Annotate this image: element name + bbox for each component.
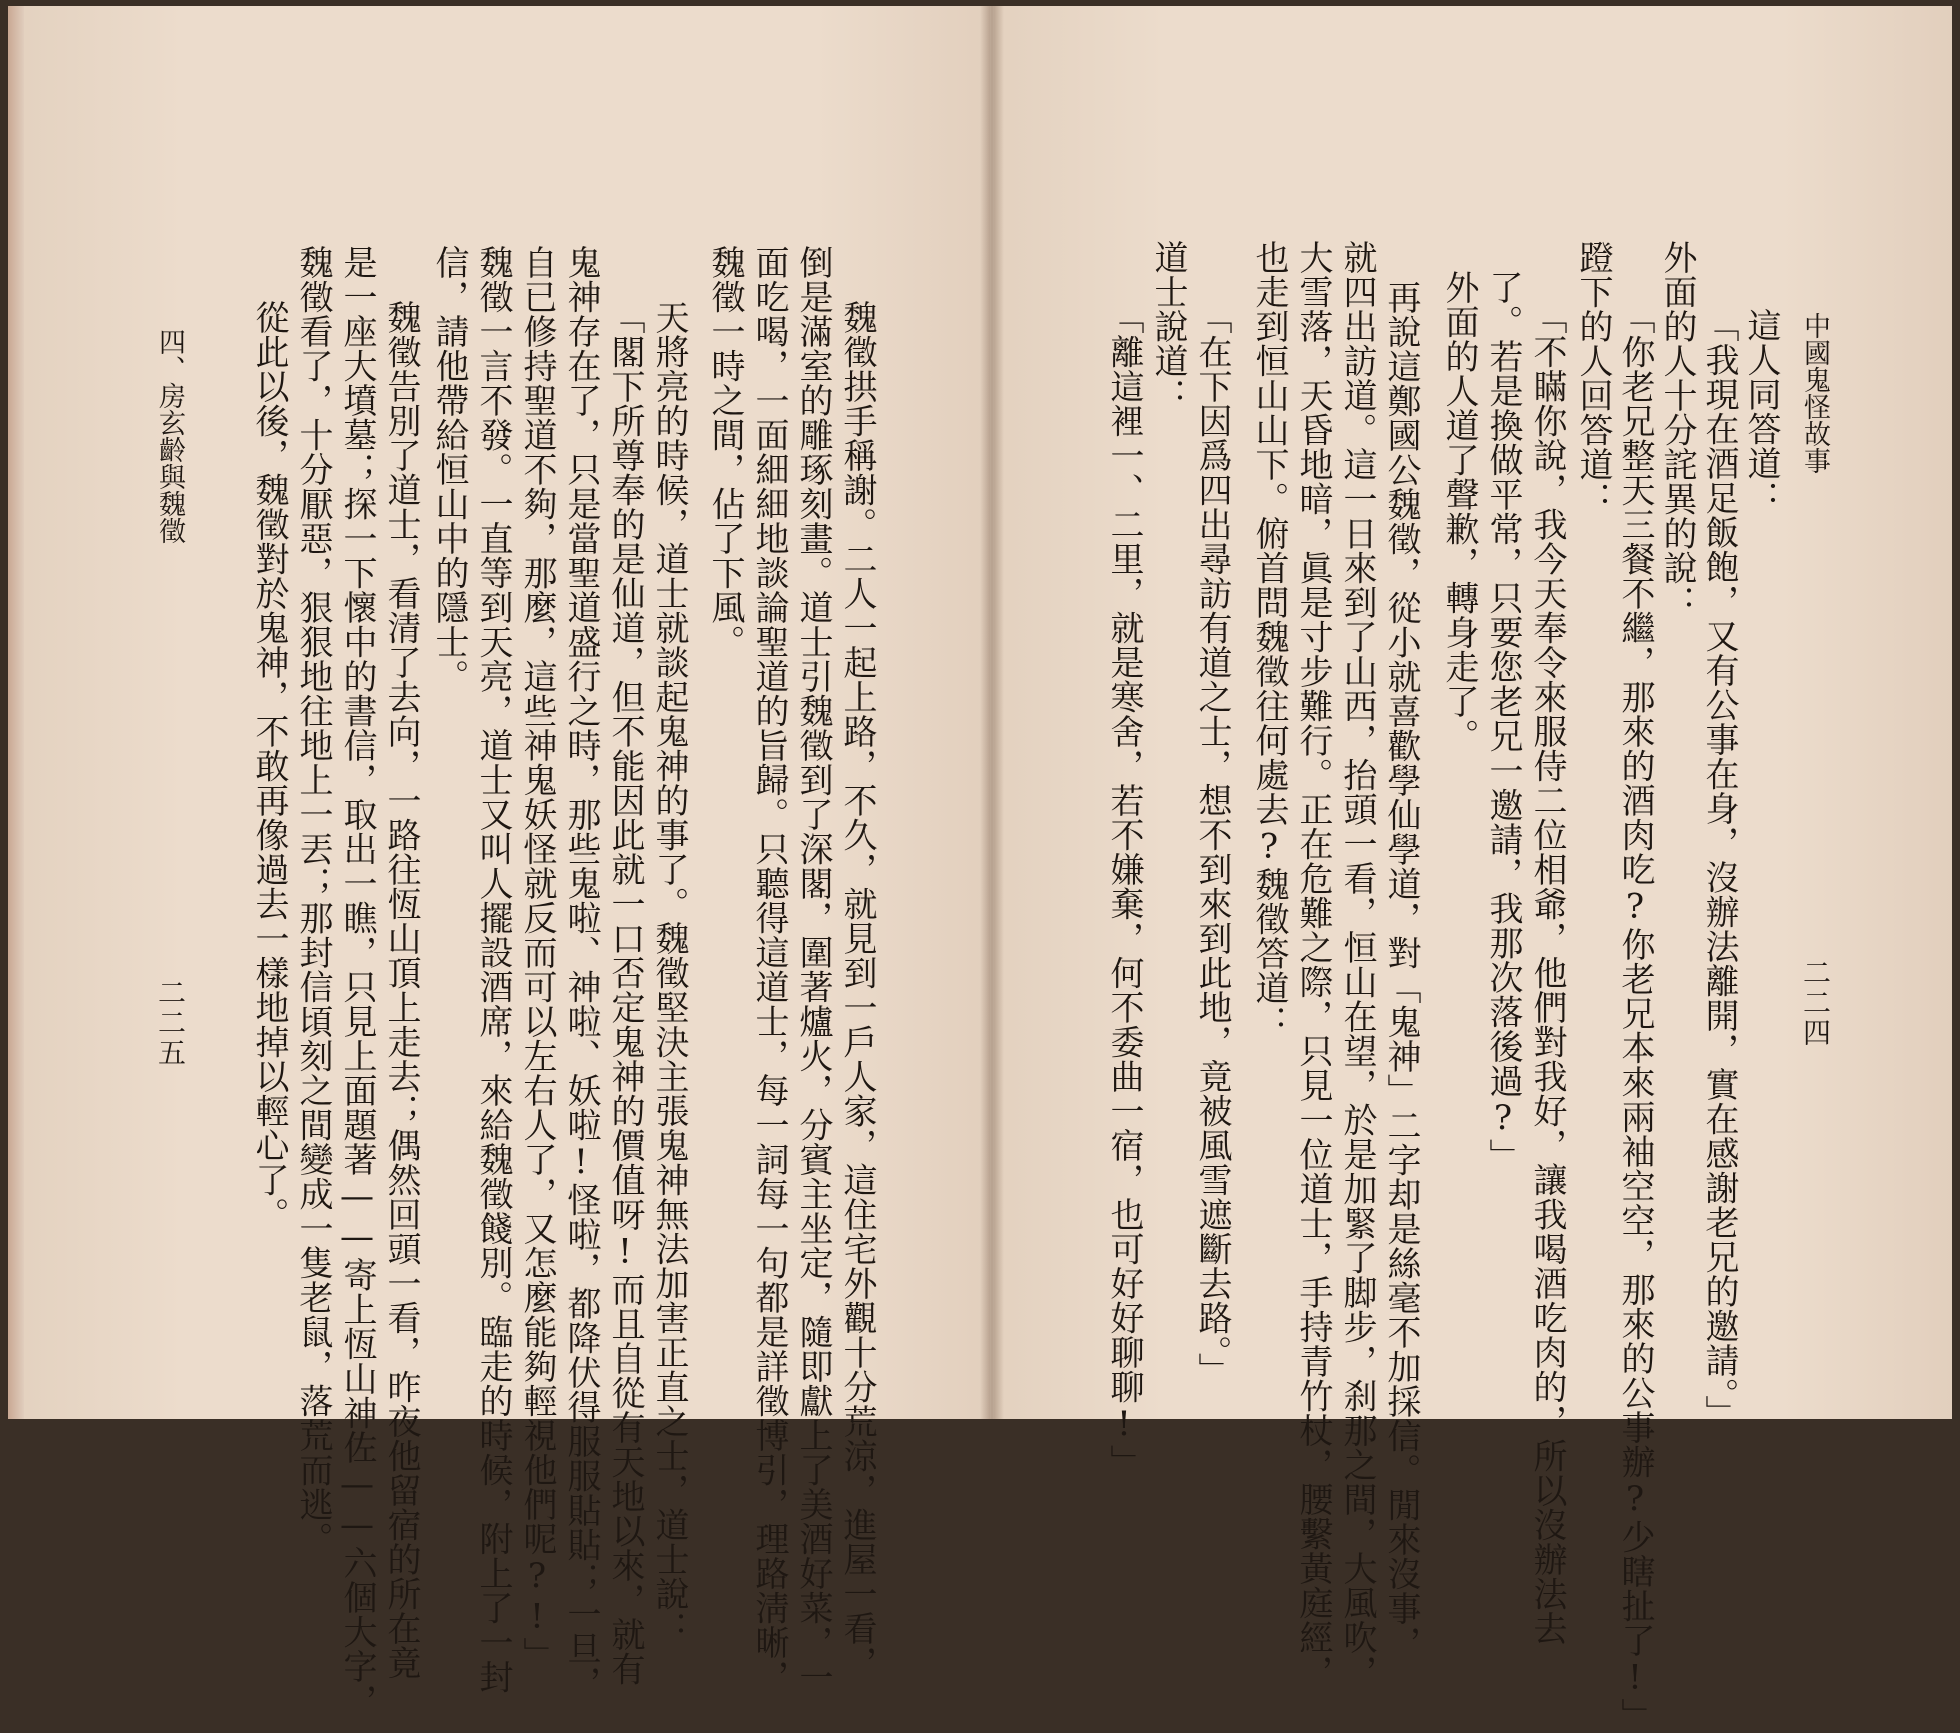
text-column: 自已修持聖道不夠，那麼，這些神鬼妖怪就反而可以左右人了，又怎麼能夠輕視他們呢?!」 <box>517 245 557 1672</box>
book-gutter <box>980 6 1004 1419</box>
text-column: 魏徵告別了道士，看清了去向，一路往恆山頂上走去；偶然回頭一看，昨夜他留宿的所在竟 <box>381 300 421 1680</box>
text-column: 大雪落，天昏地暗，眞是寸步難行。正在危難之際，只見一位道士，手持青竹杖，腰繫黃庭經， <box>1293 240 1333 1689</box>
text-column: 「你老兄整天三餐不繼，那來的酒肉吃?你老兄本來兩袖空空，那來的公事辦?少瞎扯了!」 <box>1615 300 1655 1733</box>
text-column: 魏徵拱手稱謝。二人一起上路，不久，就見到一戶人家，這住宅外觀十分荒涼，進屋一看， <box>837 300 877 1680</box>
text-column: 外面的人十分詫異的說： <box>1657 240 1697 620</box>
text-column: 蹬下的人回答道： <box>1573 240 1613 516</box>
text-column: 倒是滿室的雕琢刻畫。道士引魏徵到了深閣，圍著爐火，分賓主坐定，隨即獻上了美酒好菜，一 <box>793 245 833 1694</box>
text-column: 天將亮的時候，道士就談起鬼神的事了。魏徵堅決主張鬼神無法加害正直之士，道士說： <box>649 300 689 1646</box>
running-title: 中國鬼怪故事 <box>1799 312 1830 474</box>
text-column: 魏徵一時之間，佔了下風。 <box>705 245 745 659</box>
text-column: 「離這裡一、二里，就是寒舍，若不嫌棄，何不委曲一宿，也可好好聊聊!」 <box>1104 300 1144 1479</box>
text-column: 信，請他帶給恒山中的隱士。 <box>429 245 469 694</box>
text-column: 魏徵看了，十分厭惡，狠狠地往地上一丟；那封信頃刻之間變成一隻老鼠，落荒而逃。 <box>293 245 333 1556</box>
text-column: 也走到恒山山下。俯首問魏徵往何處去?魏徵答道： <box>1249 240 1289 1040</box>
page-number: 二二四 <box>1799 958 1832 1048</box>
text-column: 魏徵一言不發。一直等到天亮，道士又叫人擺設酒席，來給魏徵餞別。臨走的時候，附上了一封 <box>473 245 513 1694</box>
page-edge <box>8 6 24 1419</box>
text-column: 道士說道： <box>1148 240 1188 413</box>
text-column: 外面的人道了聲歉，轉身走了。 <box>1439 270 1479 753</box>
page-number: 二二五 <box>154 978 187 1068</box>
text-column: 面吃喝，一面細細地談論聖道的旨歸。只聽得這道士，每一詞每一句都是詳徵博引，理路淸晰， <box>749 245 789 1694</box>
text-column: 了。若是換做平常，只要您老兄一邀請，我那次落後過?」 <box>1483 270 1523 1173</box>
text-column: 「不瞞你說，我今天奉令來服侍二位相爺，他們對我好，讓我喝酒吃肉的，所以沒辦法去 <box>1527 300 1567 1646</box>
text-column: 是一座大墳墓；探一下懷中的書信，取出一瞧，只見上面題著——寄上恆山神佐——六個大字， <box>337 245 377 1718</box>
text-column: 鬼神存在了，只是當聖道盛行之時，那些鬼啦、神啦、妖啦!怪啦，都降伏得服服貼貼；一旦， <box>561 245 601 1700</box>
text-column: 這人同答道： <box>1741 308 1781 515</box>
text-column: 再說這鄭國公魏徵，從小就喜歡學仙學道，對「鬼神」二字却是絲毫不加採信。閒來沒事， <box>1381 280 1421 1660</box>
running-title: 四、房玄齡與魏徵 <box>154 328 185 544</box>
text-column: 「我現在酒足飯飽，又有公事在身，沒辦法離開，實在感謝老兄的邀請。」 <box>1699 308 1739 1430</box>
text-column: 「在下因爲四出尋訪有道之士，想不到來到此地，竟被風雪遮斷去路。」 <box>1192 300 1232 1387</box>
text-column: 就四出訪道。這一日來到了山西，抬頭一看，恒山在望，於是加緊了脚步，刹那之間，大風吹， <box>1337 240 1377 1689</box>
text-column: 「閣下所尊奉的是仙道，但不能因此就一口否定鬼神的價值呀!而且自從有天地以來，就有 <box>605 300 645 1686</box>
text-column: 從此以後，魏徵對於鬼神，不敢再像過去一樣地掉以輕心了。 <box>249 300 289 1232</box>
